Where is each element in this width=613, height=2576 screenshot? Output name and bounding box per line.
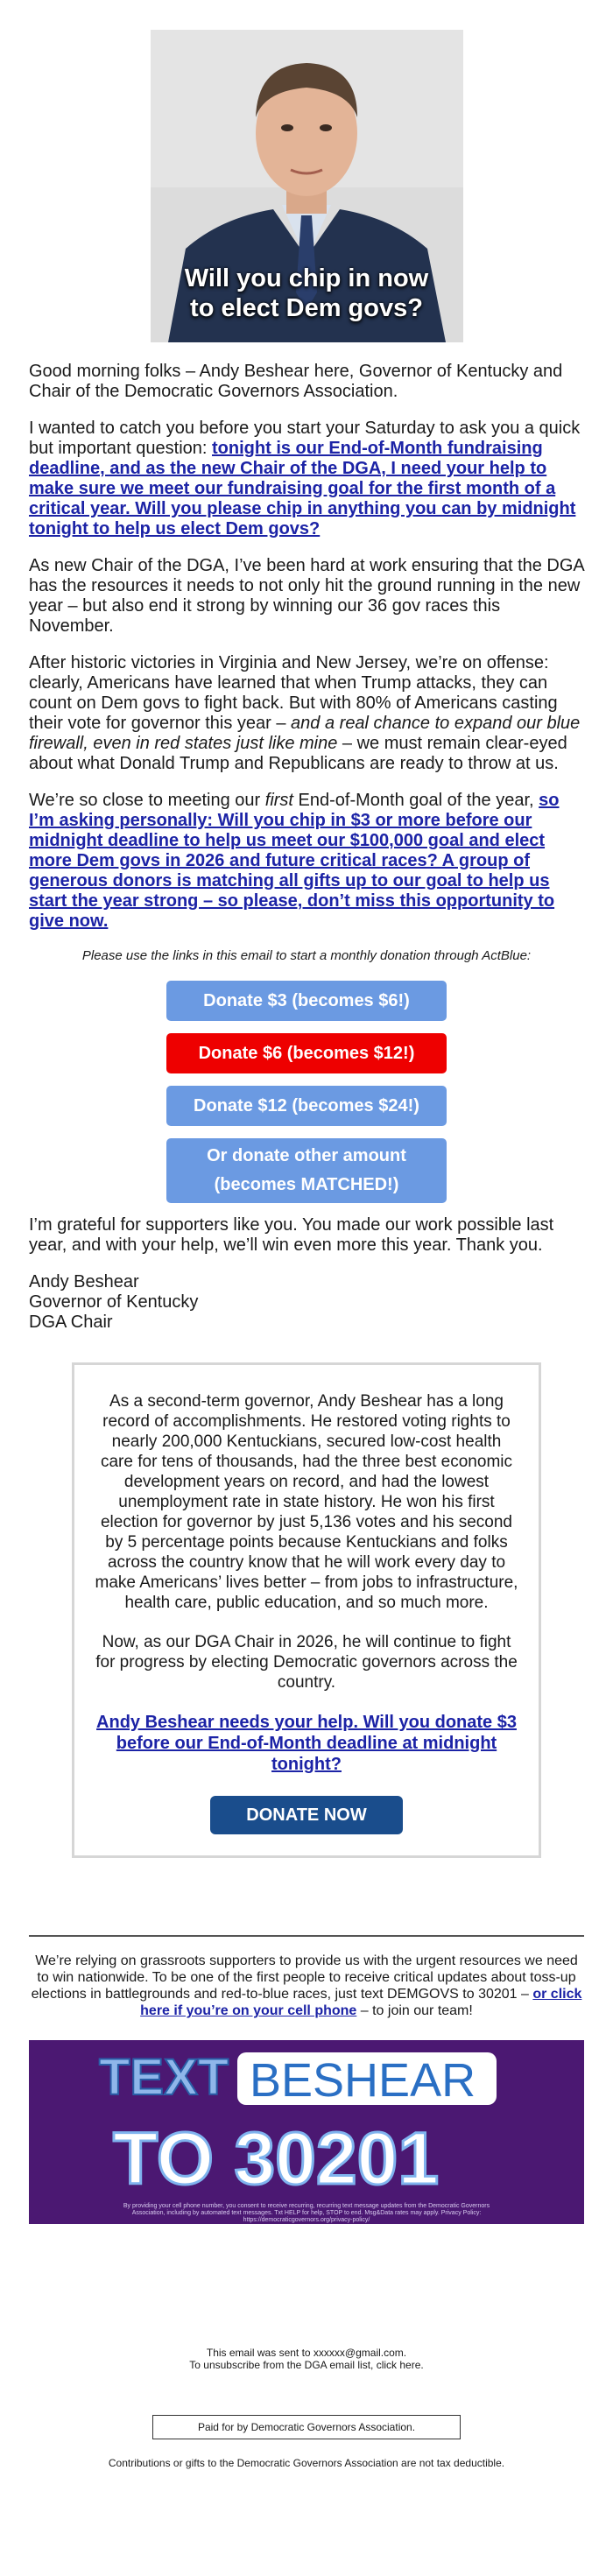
donate-6-button[interactable]: Donate $6 (becomes $12!) [166, 1033, 447, 1073]
donate-now-button[interactable]: DONATE NOW [210, 1796, 403, 1834]
email-body [29, 30, 584, 2469]
signature-title: Governor of Kentucky [29, 1292, 199, 1312]
bio-box [72, 1362, 541, 1858]
sms-signup-link[interactable]: or click here if you’re on your cell phone [140, 1987, 582, 2018]
actblue-note: Please use the links in this email to start a monthly donation through ActBlue: [81, 948, 532, 963]
ask-paragraph-text: I wanted to catch you before you start your Saturday to ask you a quick but important question: [29, 419, 581, 458]
bio-donate-link[interactable]: Andy Beshear needs your help. Will you donate $3 before our End-of-Month deadline at midnight tonight? [96, 1713, 517, 1774]
offense-paragraph [29, 653, 584, 774]
goal-donate-link[interactable]: so I’m asking personally: Will you chip in $3 or more before our midnight deadline to help us meet our $100,000 goal and elect more Dem govs in 2026 and future critical races? A group of generous donors is matching all gifts up to our goal to help us start the year strong – so please, don’t miss this opportunity to give now. [29, 791, 560, 931]
goal-paragraph-italic: first [264, 791, 293, 810]
offense-paragraph-text: After historic victories in Virginia and New Jersey, we’re on offense: clearly, Americans have learned that when Trump attacks, they can count on Dem govs to fight back. But with 80% of Americans casting their vote for governor this year – [29, 653, 558, 733]
sms-signup-paragraph [29, 1953, 584, 2019]
banner-graphic [29, 2040, 584, 2224]
goal-paragraph-text-a: We’re so close to meeting our [29, 791, 265, 810]
offense-paragraph-italic: and a real chance to expand our blue firewall, even in red states just like mine [29, 714, 581, 753]
footer-sent-to: This email was sent to xxxxxx@gmail.com. [206, 2347, 407, 2359]
divider [29, 1935, 584, 1937]
banner-keyword: BESHEAR [250, 2054, 476, 2107]
offense-paragraph-end: – we must remain clear-eyed about what Donald Trump and Republicans are ready to throw at us. [29, 734, 567, 773]
donate-3-button[interactable]: Donate $3 (becomes $6!) [166, 981, 447, 1021]
bio-paragraph: As a second-term governor, Andy Beshear has a long record of accomplishments. He restored voting rights to nearly 200,000 Kentuckians, secured low-cost health care for tens of thousands, had the three best economic development years on record, and had the lowest unemployment rate in state history. He won his first election for governor by just 5,136 votes and his second by 5 percentage points because Kentuckians and folks across the country know that he will work every day to make Americans’ lives better – from jobs to infrastructure, health care, public education, and so much more. [95, 1392, 518, 1612]
ask-paragraph [29, 419, 584, 539]
deadline-donate-link[interactable]: tonight is our End-of-Month fundraising deadline, and as the new Chair of the DGA, I need your help to make sure we meet our fundraising goal for the first month of a critical year. Will you please chip in anything you can by midnight tonight to help us elect Dem govs? [29, 439, 576, 538]
bio-chair-paragraph: Now, as our DGA Chair in 2026, he will continue to fight for progress by electing Democratic governors across the country. [95, 1633, 518, 1692]
sms-signup-text-b: – to join our team! [356, 2003, 473, 2018]
banner-text-word: TEXT [99, 2049, 229, 2106]
donate-12-button[interactable]: Donate $12 (becomes $24!) [166, 1086, 447, 1126]
banner-to-number: TO 30201 [113, 2117, 440, 2199]
banner-fine-print: By providing your cell phone number, you consent to receive recurring, recurring text message updates from the Democratic Governors Association, including by automated text messages. Txt HELP for help, STOP to end. Msg&Data rates may apply. Privacy Policy: https://democraticgovernors.org/privacy-policy/ [123, 2203, 490, 2223]
unsubscribe-link[interactable]: To unsubscribe from the DGA email list, click here. [189, 2359, 424, 2371]
hero-caption-line2: to elect Dem govs? [190, 294, 423, 322]
closing-paragraph: I’m grateful for supporters like you. You made our work possible last year, and with your help, we’ll win even more this year. Thank you. [29, 1215, 554, 1255]
goal-paragraph-text-b: End-of-Month goal of the year, [292, 791, 539, 810]
text-beshear-banner[interactable] [29, 2040, 584, 2224]
hero-caption-line1: Will you chip in now [184, 264, 429, 292]
sms-signup-text-a: We’re relying on grassroots supporters to provide us with the urgent resources we need to win nationwide. To be one of the first people to receive critical updates about toss-up elections in battlegrounds and red-to-blue races, just text DEMGOVS to 30201 – [31, 1953, 578, 2002]
donate-other-button[interactable] [166, 1138, 447, 1203]
hero-caption [151, 264, 463, 323]
signature-role: DGA Chair [29, 1313, 113, 1332]
greeting-paragraph: Good morning folks – Andy Beshear here, Governor of Kentucky and Chair of the Democratic Governors Association. [29, 362, 563, 401]
paid-for-box: Paid for by Democratic Governors Association. [152, 2415, 461, 2439]
donate-other-line2: (becomes MATCHED!) [214, 1175, 399, 1194]
contribution-disclaimer: Contributions or gifts to the Democratic Governors Association are not tax deductible. [108, 2457, 505, 2469]
signature-name: Andy Beshear [29, 1272, 139, 1292]
goal-paragraph [29, 791, 584, 932]
footer-notice [29, 2347, 584, 2371]
chair-paragraph: As new Chair of the DGA, I’ve been hard at work ensuring that the DGA has the resources it needs to not only hit the ground running in the new year – but also end it strong by winning our 36 gov races this November. [29, 556, 584, 636]
signature [29, 1272, 584, 1333]
hero-image[interactable] [151, 30, 463, 342]
donate-other-line1: Or donate other amount [207, 1146, 406, 1165]
